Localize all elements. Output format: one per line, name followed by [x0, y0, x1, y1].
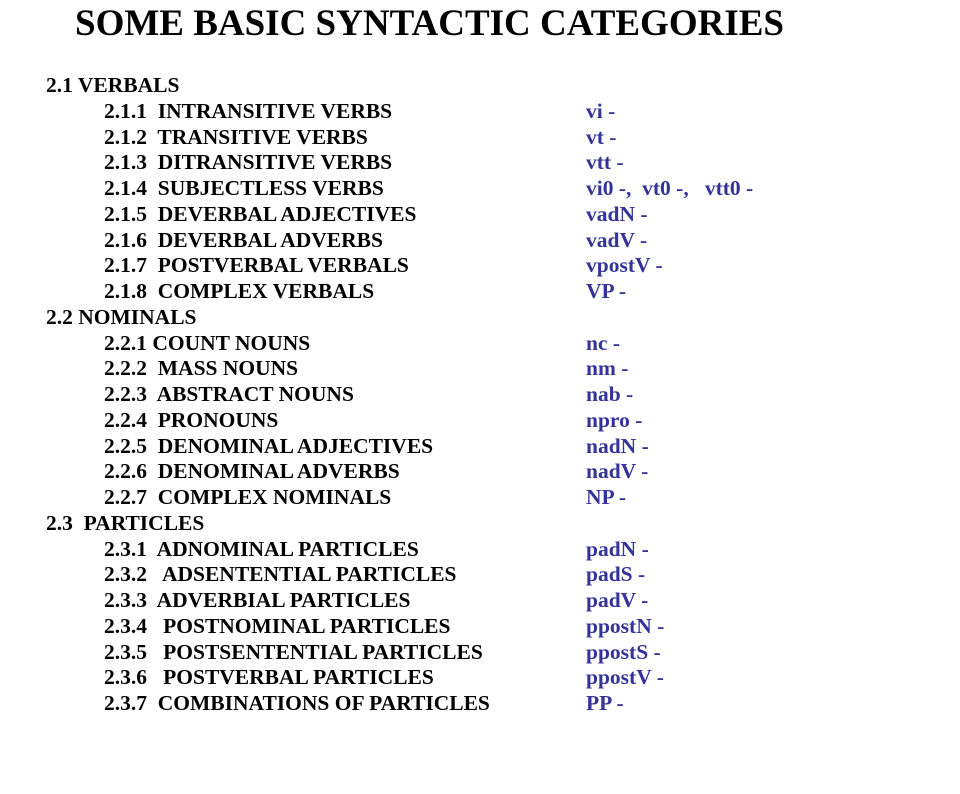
- category-row: [0, 176, 960, 202]
- category-label: 2.2.2 MASS NOUNS: [104, 356, 299, 381]
- page-title: SOME BASIC SYNTACTIC CATEGORIES: [75, 3, 784, 44]
- category-label: 2.1.3 DITRANSITIVE VERBS: [104, 150, 393, 175]
- category-code: npro -: [586, 407, 643, 432]
- category-row: [0, 279, 960, 305]
- category-label: 2.1.7 POSTVERBAL VERBALS: [104, 253, 409, 278]
- category-row: [0, 562, 960, 588]
- category-code: nadN -: [586, 433, 649, 458]
- category-code: vadN -: [586, 201, 648, 226]
- section-heading-row: [0, 73, 960, 99]
- category-label: 2.3.4 POSTNOMINAL PARTICLES: [104, 613, 451, 638]
- category-code: NP -: [586, 485, 627, 509]
- category-code: ppostS -: [586, 639, 661, 664]
- category-code: vtt -: [586, 150, 624, 175]
- category-code: ppostV -: [586, 665, 664, 690]
- category-code: nab -: [586, 382, 634, 406]
- category-row: [0, 253, 960, 279]
- category-label: 2.1.4 SUBJECTLESS VERBS: [104, 176, 384, 200]
- category-label: 2.1.1 INTRANSITIVE VERBS: [104, 98, 393, 123]
- category-code: PP -: [586, 691, 624, 715]
- category-row: [0, 150, 960, 176]
- category-code: ppostN -: [586, 613, 665, 638]
- category-code: vi0 -, vt0 -, vtt0 -: [586, 176, 754, 200]
- category-row: [0, 485, 960, 511]
- section-heading-row: [0, 511, 960, 537]
- category-row: [0, 691, 960, 717]
- category-row: [0, 537, 960, 563]
- category-row: [0, 459, 960, 485]
- category-label: 2.3.6 POSTVERBAL PARTICLES: [104, 665, 434, 690]
- category-code: nadV -: [586, 459, 649, 484]
- category-row: [0, 331, 960, 357]
- category-code: vpostV -: [586, 253, 663, 278]
- category-label: 2.1.5 DEVERBAL ADJECTIVES: [104, 201, 417, 226]
- category-label: 2.2.4 PRONOUNS: [104, 407, 279, 432]
- category-row: [0, 228, 960, 254]
- section-heading-row: [0, 305, 960, 331]
- category-label: 2.1.6 DEVERBAL ADVERBS: [104, 227, 383, 252]
- section-heading-nominals: 2.2 NOMINALS: [46, 304, 197, 329]
- category-row: [0, 125, 960, 151]
- section-heading-verbals: 2.1 VERBALS: [46, 73, 180, 97]
- category-row: [0, 202, 960, 228]
- category-row: [0, 408, 960, 434]
- category-label: 2.1.8 COMPLEX VERBALS: [104, 279, 375, 303]
- category-list: [0, 73, 960, 717]
- category-label: 2.2.1 COUNT NOUNS: [104, 330, 311, 355]
- category-row: [0, 614, 960, 640]
- category-label: 2.2.7 COMPLEX NOMINALS: [104, 485, 392, 509]
- category-code: VP -: [586, 279, 627, 303]
- category-label: 2.3.2 ADSENTENTIAL PARTICLES: [104, 562, 457, 587]
- category-code: nm -: [586, 356, 629, 381]
- category-row: [0, 434, 960, 460]
- category-code: padN -: [586, 536, 649, 561]
- category-row: [0, 99, 960, 125]
- category-code: padV -: [586, 588, 649, 612]
- category-row: [0, 640, 960, 666]
- category-label: 2.3.3 ADVERBIAL PARTICLES: [104, 588, 411, 612]
- category-label: 2.3.5 POSTSENTENTIAL PARTICLES: [104, 639, 483, 664]
- category-code: vi -: [586, 98, 616, 123]
- category-code: nc -: [586, 330, 621, 355]
- category-label: 2.3.7 COMBINATIONS OF PARTICLES: [104, 691, 490, 715]
- category-label: 2.2.6 DENOMINAL ADVERBS: [104, 459, 400, 484]
- category-label: 2.2.3 ABSTRACT NOUNS: [104, 382, 354, 406]
- section-heading-particles: 2.3 PARTICLES: [46, 510, 205, 535]
- category-code: padS -: [586, 562, 646, 587]
- category-label: 2.1.2 TRANSITIVE VERBS: [104, 124, 368, 149]
- category-label: 2.2.5 DENOMINAL ADJECTIVES: [104, 433, 434, 458]
- category-code: vt -: [586, 124, 617, 149]
- category-label: 2.3.1 ADNOMINAL PARTICLES: [104, 536, 419, 561]
- category-row: [0, 356, 960, 382]
- category-row: [0, 382, 960, 408]
- category-row: [0, 665, 960, 691]
- category-row: [0, 588, 960, 614]
- category-code: vadV -: [586, 227, 648, 252]
